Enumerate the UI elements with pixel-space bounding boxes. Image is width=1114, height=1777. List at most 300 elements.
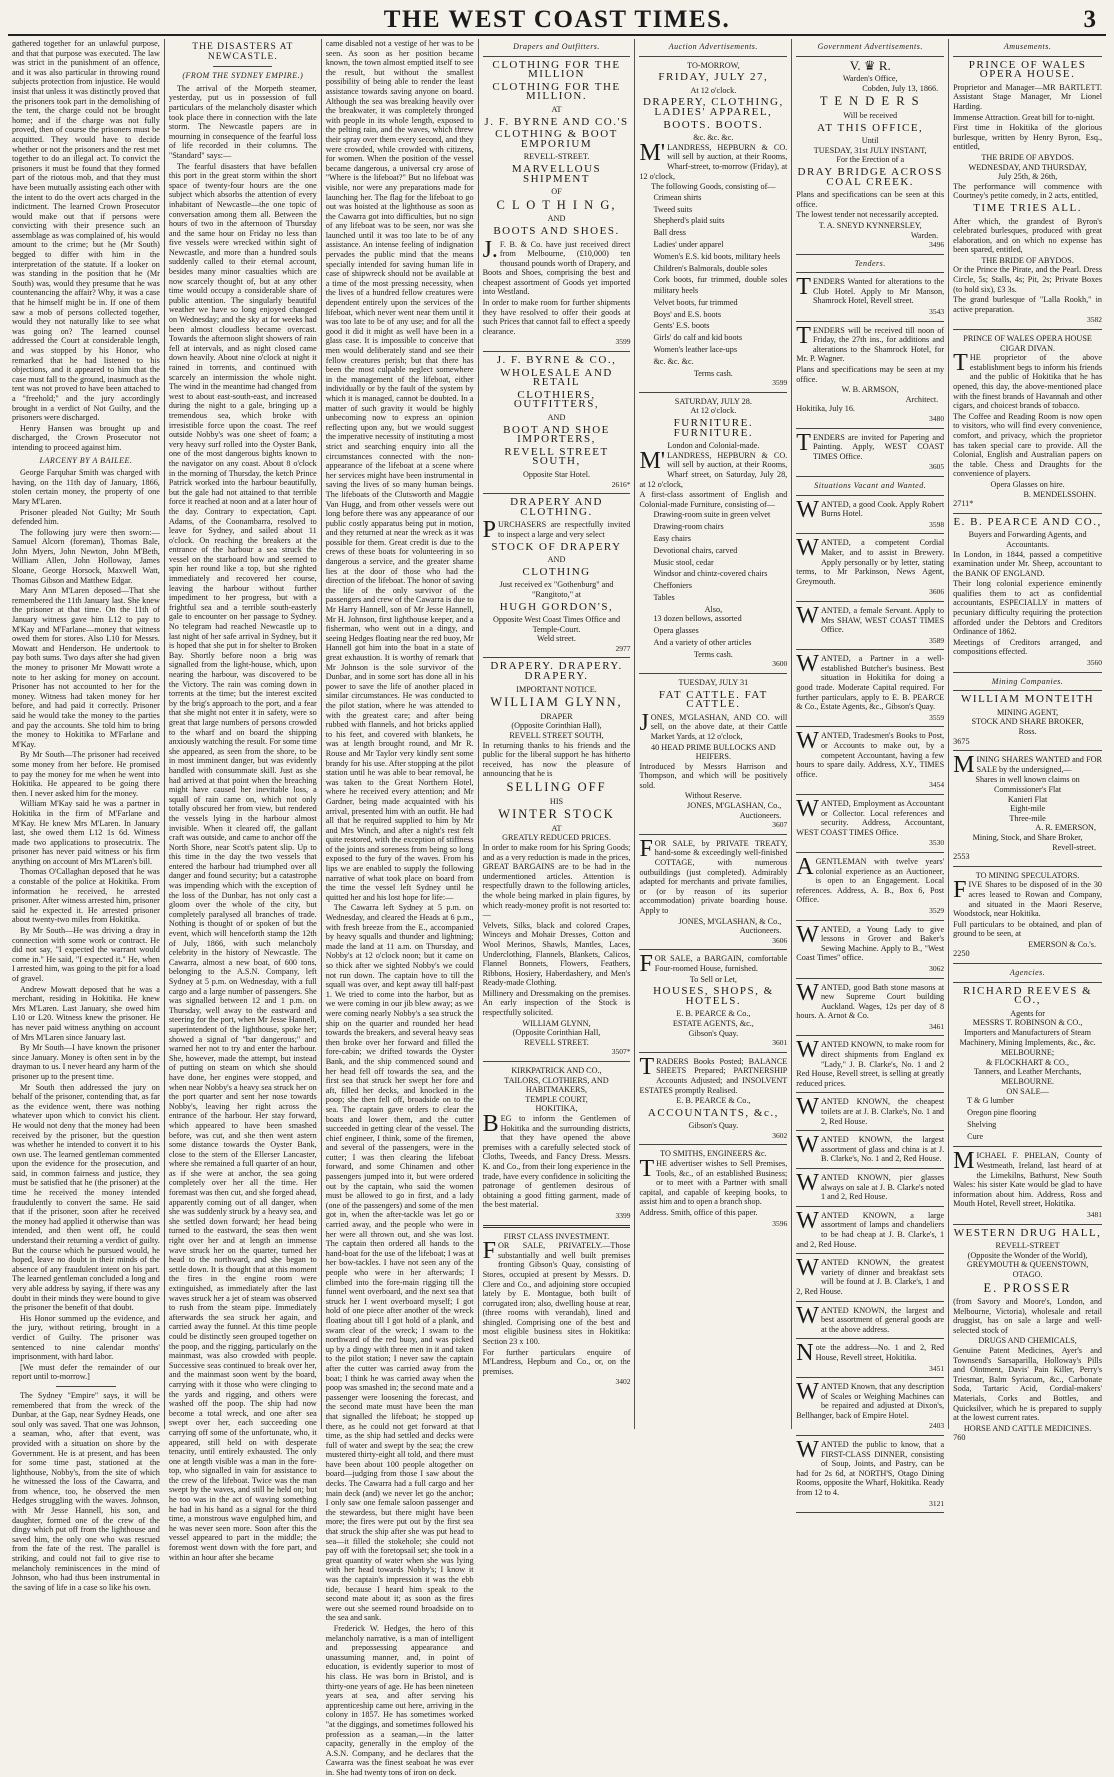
- ad-body: TENDERS Wanted for alterations to the Club Hotel. Apply to Mr Manson, Shamrock Hotel, Revell street.: [796, 274, 945, 306]
- ad-body: JONES, M'GLASHAN, AND CO. will sell, on the above date, at their Cattle Market Yards, at 12 o'clock,: [639, 709, 788, 741]
- ad-line: SELLING OFF: [506, 780, 607, 794]
- ad-number: 3530: [929, 838, 945, 848]
- ad-number: 3560: [1087, 658, 1103, 668]
- article-paragraph: Henry Hansen was brought up and discharged, the Crown Prosecutor not intending to proceed against him.: [12, 423, 160, 452]
- ad-number: 3559: [929, 712, 945, 722]
- divider: [796, 476, 944, 477]
- wanted-ad: WANTED, a Young Lady to give lessons in Grover and Baker's Sewing Machine. Apply to B., "West Coast Times" office.: [796, 921, 945, 963]
- article-paragraph: Andrew Mowatt deposed that he was a merchant, residing in Hokitika. He knew Mrs M'Laren. Last January, she owed him L10 or L20. Witness knew the prisoner. He has never paid witness anything on account of Mrs M'Laren since January last.: [12, 984, 160, 1042]
- ad-signature: Auctioneers.: [739, 810, 782, 820]
- article-paragraph: The following jury were then sworn:—Samuel Alcorn (foreman), Thomas Bale, John Myers, John Newton, John M'Beth, William Allen, John Holloway, James Sloane, George Horsock, Maxwell Watt, Thomas Gibson and Matthew Edgar.: [12, 527, 160, 585]
- ad-line: REVELL STREET.: [524, 1037, 589, 1047]
- ad-number: 3399: [615, 1210, 631, 1220]
- ad-line: REVELL-STREET: [995, 1241, 1060, 1251]
- list-item: Easy chairs: [653, 533, 691, 543]
- ad-line: C L O T H I N G,: [496, 197, 617, 212]
- goods-list: [953, 1096, 1102, 1142]
- ad-number: 760: [953, 1433, 966, 1443]
- column-4: [479, 39, 636, 1429]
- wanted-ad: WANTED KNOWN, the largest and best assortment of general goods are at the above address.: [796, 1302, 945, 1334]
- divider: [796, 1301, 944, 1302]
- ad-line: DRAPER: [540, 711, 573, 721]
- ad-line: BOOTS AND SHOES.: [493, 224, 620, 237]
- ad-body: J.F. B. & Co. have just received direct from Melbourne, (£10,000) ten thousand pounds worth of Drapery, and Boots and Shoes, comprising the best and cheapest assortment of Goods yet imported into Westland.: [482, 236, 631, 297]
- ad-body: In order to make room for his Spring Goods; and as a very reduction is made in the prices, GREAT BARGAINS are to be had in the undermentioned articles. Attention is respectfully drawn to the following articles, the whole being marked in plain figures, by which ready-money profit is not resorted to:—: [482, 842, 631, 920]
- section-heading: Mining Companies.: [991, 676, 1064, 686]
- divider: [796, 495, 944, 496]
- divider: [483, 1061, 631, 1062]
- newspaper-title: THE WEST COAST TIMES.: [383, 6, 731, 33]
- ad-number: 3461: [929, 1021, 945, 1031]
- ad-line: TO-MORROW,: [687, 60, 740, 70]
- ad-line: CLOTHIERS, OUTFITTERS,: [513, 388, 600, 411]
- ad-line: AT: [551, 823, 562, 833]
- list-item: Women's E.S. kid boots, military heels: [653, 251, 781, 261]
- list-item: Drawing-room chairs: [653, 522, 724, 532]
- ad-signature: T. A. SNEYD KYNNERSLEY,: [818, 220, 922, 230]
- ad-line: DRAPERY, CLOTHING, LADIES' APPAREL,: [642, 96, 784, 118]
- divider: [796, 1377, 944, 1378]
- royal-crest: [796, 57, 944, 73]
- ad-line: (Opposite the Wonder of the World),: [967, 1250, 1088, 1260]
- divider: [796, 1512, 944, 1513]
- ad-line: AT THIS OFFICE,: [817, 121, 924, 134]
- list-item: T & G lumber: [967, 1096, 1014, 1106]
- ad-number: 3602: [772, 1130, 788, 1140]
- ad-number: 3481: [1087, 1209, 1103, 1219]
- wanted-ad: WANTED, Tradesmen's Books to Post, or Accounts to make out, by a competent Accountant, having a few hours to spare daily. Address, X.Y., TIMES office.: [796, 728, 945, 779]
- ad-line: STOCK OF DRAPERY: [491, 540, 622, 553]
- ad-signature: EMERSON & Co.'s.: [1028, 939, 1097, 949]
- divider: [796, 978, 944, 979]
- divider: [56, 1386, 115, 1387]
- divider: [953, 56, 1102, 57]
- ad-line: Opera Glasses on hire.: [990, 479, 1065, 489]
- ad-body: Millinery and Dressmaking on the premises. An early inspection of the Stock is respectfully solicited.: [482, 988, 631, 1018]
- ad-body: (from Savory and Moore's, London, and Melbourne, Victoria), wholesale and retail druggist, has on sale a large and well-selected stock of: [953, 1297, 1103, 1335]
- column-3: [322, 39, 479, 1777]
- divider: [639, 949, 787, 950]
- list-item: Gents' E.S. boots: [653, 321, 710, 331]
- ad-body: TENDERS are invited for Papering and Painting. Apply, WEST COAST TIMES Office.: [796, 429, 945, 461]
- ad-body: The performance will commence with Courtney's petite comedy, in 2 acts, entitled,: [953, 181, 1103, 201]
- ad-number: 3606: [772, 935, 788, 945]
- divider: [483, 56, 631, 57]
- ad-line: At 12 o'clock.: [690, 85, 737, 95]
- ad-line: BOOT AND SHOE IMPORTERS,: [503, 423, 610, 446]
- ad-body: Their long colonial experience eminently qualifies them to act as confidential accountants, ESPECIALLY in matters of pecuniary difficulty requiring the protection afforded under the Debtors and Creditors Ordinance of 1862.: [953, 579, 1103, 637]
- ad-signature: W. B. ARMSON,: [841, 385, 899, 395]
- ad-signature: JONES, M'GLASHAN, Co.,: [687, 801, 782, 811]
- divider: [796, 56, 944, 57]
- ad-line: ON SALE—: [1006, 1086, 1049, 1096]
- ad-line: TUESDAY, 31st JULY INSTANT,: [813, 145, 927, 155]
- ad-line: AT: [551, 104, 562, 114]
- ad-line: Terms cash.: [693, 368, 733, 378]
- divider: [796, 601, 944, 602]
- ad-body: FIVE Shares to be disposed of in the 30 acres leased to Rowan and Company, and situated in the Maori Reserve, Woodstock, near Hokitika.: [953, 877, 1103, 919]
- divider: [953, 750, 1102, 751]
- ad-line: WESTERN DRUG HALL,: [953, 1226, 1102, 1239]
- ad-number: 2403: [929, 1421, 945, 1431]
- list-item: Cure: [967, 1131, 984, 1141]
- ad-body: FOR SALE, by PRIVATE TREATY, hand-some & exceedingly well-finished COTTAGE, with numerous outbuildings (just completed). Admirably adapted for merchants and private families, or (or by reason of its superior accommodation) private boarding house. Apply to: [639, 835, 788, 915]
- ad-line: TO SMITHS, ENGINEERS &c.: [660, 1149, 767, 1159]
- divider: [953, 1146, 1102, 1147]
- ad-line: To Sell or Let,: [689, 974, 737, 984]
- ad-number: 3496: [929, 240, 945, 250]
- section-heading: Amusements.: [1003, 42, 1052, 51]
- article-paragraph: The Sydney "Empire" says, it will be remembered that from the wreck of the Dunbar, at the Gap, near Sydney Heads, one soul only was saved. That one was Johnson, a seaman, who, after that event, was provided with a situation on shore by the Government. He is at present, and has been for some time past, stationed at the lighthouse, Nobby's, from the site of which he witnessed the loss of the Cawarra, and from whence, too, he observed the men Hedges struggling with the waves. Johnson, with Mr Jesse Hannell, his son, and daughter, formed one of the crew of the dingy which put off from the lighthouse and saved him, the only one who was rescued from the fate of the rest. The parallel is striking, and could not fail to give rise to melancholy reminiscences in the mind of Johnson, who had thus been instrumental in the saving of life in a case so like his own.: [12, 1390, 160, 1592]
- section-heading: Tenders.: [854, 258, 886, 268]
- ad-body: The grand burlesque of "Lalla Rookh," in active preparation.: [953, 295, 1103, 314]
- column-7: [949, 39, 1106, 1443]
- article-paragraph: The fearful disasters that have befallen this port in the great storm within the short space of twenty-four hours are the one subject which absorbs the attention of every inhabitant of Newcastle—the one topic of conversation among them all. Between the hours of two in the afternoon of Thursday and the same hour on Friday no less than five vessels were wrecked within sight of Newcastle, and more than a hundred souls suddenly called to their eternal account, besides many minor casualties which are now scarcely thought of, but at any other time would occupy a considerable share of public attention. The singularly beautiful weather we have so long enjoyed changed on Wednesday; and the sky at for weeks had been almost cloudless became overcast. Towards the afternoon slight showers of rain fell at intervals, and as night closed came down heavily. About nine o'clock at night it rained in torrents, and continued with scarcely an intermission the whole night. The wind in the meantime had changed from west to about east-south-east, and increased during the night to a gale, bringing up a tremendous sea, which broke with irresistible force upon the coast. The reef outside Nobby's was one sheet of foam; a very heavy surf rolled into the Oyster Bank, one of the most dangerous bights known to the navigator on any coast. About 8 o'clock in the morning of Thursday, the ketch Prince Patrick worked into the harbour beautifully, but the gale had not attained to that terrible force it reached at noon and at a later hour of the day. Contrary to expectation, Capt. Adams, of the Coonambarra, resolved to leave for Sydney, and sailed about 11 o'clock. On reaching the breakers at the entrance of the harbour a sea struck the vessel on the starboard bow and seemed to spin her round like a top, but she righted immediately and recovered her course, leaving the harbour without further impediment to her progress, but with a frightful sea and a terrible south-easterly gale to encounter on her passage to Sydney. No telegram had reached Newcastle up to last night of her safe arrival in Sydney, but it is hoped that she put in for shelter to Broken Bay. Shortly before noon a brig was signalled from the light-house, which, upon nearing the harbour, was discovered to be the Victory. The rain was coming down in torrents at the time; but the interest excited by the brig's approach to the port, and a fear that she might not enter it in safety, were so great that large numbers of persons crowded to the wharf and on board the shipping anxiously watching the result. For some time she appeared, as seen from the shore, to be in most imminent danger, but was evidently handled with consummate skill. Just as she had arrived at that point when the breaching might have caused her inevitable loss, a squall of rain came on, which not only totally obscured her from view, but rendered the vessels lying in the harbour almost invisible. When it cleared off, the gallant craft was outside, and came to anchor off the North Shore, near Scott's patent slip. Up to this time in the day the two vessels that entered the harbour had triumphed over all danger and found security; but a catastrophe was impending which with the exception of the loss of the Dunbar, has not only cast a gloom over the whole of the city, but completely paralysed all branches of trade. Nothing is thought of or spoken of but the event, which will henceforth stamp the 12th of July, 1866, with such melancholy celebrity in the history of Newcastle. The Cawarra, almost a new boat, of 600 tons, belonging to the A.S.N. Company, left Sydney at 5 p.m. on Wednesday, with a full cargo and a large number of passengers. She was signalled between 12 and 1 p.m. on Thursday, well away to the eastward and steering for the port, when Mr Jesse Hannell, superintendent of the lighthouse, spoke her; showed a signal of "bar dangerous;" and warned her not to try and enter the harbour. She, however, made the attempt, but instead of putting on steam on which she should have done, her engines were stopped, and when near Nobby's a heavy sea struck her on the port quarter and sent her nose towards Nobby's, leaving her right across the entrance of the harbour. Her stay forward, which appeared to have been smashed before, was cut, and she then went astern some distance towards the Oyster Bank, close to the stern of the Ellerser Lancaster, where she remained a full quarter of an hour, as if she were at anchor, the sea going completely over her all the time. Her foremast was then cut, and she forged ahead, apparently coming out of all danger, when she was suddenly struck by a heavy sea, and she settled down forward; her head being turned to the eastward, the seas then went right over her and at length an immense wave struck her on the quarter, turned her head to the northward, and she began to settle down. It is thought that at this moment the fires in the engine room were extinguished, as immediately after the last waves struck her a jet of steam was observed to rush from the steam pipe. Immediately afterwards the sea struck her again, and carried away the funnel. At this time people could be distinctly seen grouped together on the poop, and the rigging, particularly on the mainmast, was also crowded with people. Successive seas continued to break over her, and the mainmast soon went by the board, carrying with it those who were clinging to the yards and rigging, and others were washed off the poop. The ship had now become a total wreck, and one after sea swept over her, each succeeding one carrying off some of the unfortunate, who, it appeared, still held on with desperate tenacity, until entirely exhausted. The only one at length visible was a man in the fore-top, who signalled in vain for assistance to the crew of the lifeboat. Twice was the man swept by the waves, and still he held on; but he too was in the act of waving something he had in his hand as a signal for the third time, a monstrous wave engulphed him, and he was never seen more. Soon after this the vessel appeared to part in the middle; the foremost went down with the fore part, and within an hour after she became: [168, 161, 317, 1562]
- divider: [953, 963, 1102, 964]
- divider: [639, 673, 787, 674]
- ad-body: For further particulars enquire of M'Landress, Hepburn and Co., or, on the premises.: [482, 1347, 631, 1376]
- article-heading: THE DISASTERS AT NEWCASTLE.: [192, 42, 294, 62]
- wanted-ad: WANTED KNOWN, to make room for direct shipments from England ex "Lady," J. B. Clarke's, No. 1 and 2 Red House, Revell street, is selling at greatly reduced prices.: [796, 1037, 945, 1088]
- list-item: Velvet boots, fur trimmed: [653, 297, 738, 307]
- list-item: Opera glasses: [653, 626, 699, 636]
- ad-line: Shares in well known claims on: [975, 775, 1080, 785]
- ad-number: 3605: [929, 462, 945, 472]
- divider: [796, 254, 944, 255]
- ad-body: M'LANDRESS, HEPBURN & CO. will sell by auction, at their Rooms, Wharf-street, to-morrow (Friday), at 12 o'clock,: [639, 139, 788, 181]
- divider: [796, 1168, 944, 1169]
- divider: [796, 852, 944, 853]
- ad-body: Genuine Patent Medicines, Ayer's and Townsend's Sarsaparilla, Holloway's Pills and Ointment, Davis' Pain Killer, Perry's Triesmar, Balm Syriacum, &c., Carbonate Soda, Tartaric Acid, Cordial-makers' Materials, Corks and Bottles, and Quicksilver, which he is prepared to supply at the lowest current rates.: [953, 1346, 1103, 1423]
- ad-number: 2711*: [953, 499, 974, 509]
- divider: [796, 920, 944, 921]
- ad-body: After which, the grandest of Byron's celebrated burlesques, produced with great elaboration, and on which no expense has been spared, entitled,: [953, 216, 1103, 255]
- ad-body: Address. Smith, office of this paper.: [639, 1208, 758, 1218]
- divider: [796, 533, 944, 534]
- ad-line: J. F. BYRNE & CO.,: [496, 354, 617, 367]
- section-heading: Drapers and Outfitters.: [513, 42, 600, 51]
- ad-body: A first-class assortment of English and Colonial-made Furniture, consisting of—: [639, 490, 788, 509]
- ad-number: 2977: [615, 643, 631, 653]
- divider: [953, 672, 1102, 673]
- article-paragraph: George Farquhar Smith was charged with having, on the 11th day of January, 1866, stolen certain money, the property of one Mary M'Laren.: [12, 468, 160, 506]
- article-paragraph: The arrival of the Morpeth steamer, yesterday, put us in possession of full particulars of the melancholy disaster which took place there in connection with the late storm. The Newcastle papers are in mourning in consequence of the fearful loss of life recorded in their columns. The "Standard" says:—: [168, 83, 317, 160]
- ad-line: WEDNESDAY, AND THURSDAY,: [968, 162, 1087, 172]
- list-item: And a variety of other articles: [653, 637, 752, 647]
- divider: [639, 834, 787, 835]
- divider: [953, 866, 1102, 867]
- wanted-ad: WANTED, a Partner in a well-established Butcher's business. Best situation in Hokitika for doing a good trade. Moderate Capital required. For further particulars, apply to E. B. PEARCE & Co., Estate Agents, &c., Gibson's Quay.: [796, 651, 945, 712]
- divider: [796, 1206, 944, 1207]
- ad-line: FAT CATTLE. FAT CATTLE.: [658, 688, 768, 711]
- ad-line: Cobden, July 13, 1866.: [862, 83, 939, 93]
- ad-line: THE BRIDE OF ABYDOS.: [981, 255, 1074, 265]
- list-item: Children's Balmorals, double soles: [653, 263, 768, 273]
- ad-line: WILLIAM MONTEITH: [961, 693, 1095, 706]
- ad-line: Buyers and Forwarding Agents, and Accountants.: [968, 530, 1087, 549]
- ad-number: 2553: [953, 852, 970, 862]
- ad-signature: Warden.: [910, 230, 939, 240]
- ad-number: 3402: [615, 1377, 631, 1387]
- section-heading: Situations Vacant and Wanted.: [814, 480, 927, 490]
- ad-signature: Mining, Stock, and Share Broker,: [972, 832, 1083, 842]
- ad-body: Velvets, Silks, black and colored Crapes, Winceys and Mohair Dresses, Cotton and Wool Merinos, Shawls, Mantles, Laces, Underclothing, Flannels, Blankets, Calicos, Flannel Bonnets, Flowers, Feathers, Ribbons, Hosiery, Haberdashery, and Men's Ready-made Clothing.: [482, 920, 631, 988]
- list-item: Ball dress: [653, 228, 686, 238]
- list-item: Tweed suits: [653, 204, 693, 214]
- ad-line: Tanners, and Leather Merchants, MELBOURNE.: [973, 1067, 1082, 1086]
- ad-signature: Revell-street.: [1052, 842, 1097, 852]
- ad-line: GREYMOUTH & QUEENSTOWN,: [966, 1260, 1089, 1270]
- ad-body: THE advertiser wishes to Sell Premises, Tools, &c., of an established Business; or to meet with a Partner with small capital, and capable of keeping books, to assist him and to open a branch shop.: [639, 1156, 788, 1207]
- divider: [796, 1435, 944, 1436]
- ad-line: DRAPERY. DRAPERY. DRAPERY.: [490, 660, 623, 683]
- ad-line: HOKITIKA,: [535, 1104, 578, 1114]
- ad-body: MINING SHARES WANTED and FOR SALE by the undersigned,—: [953, 752, 1103, 779]
- ad-line: Just received ex "Gothenburg" and "Rangitoto," at: [499, 580, 614, 599]
- ad-line: T E N D E R S: [819, 94, 921, 109]
- ad-line: GREATLY REDUCED PRICES.: [502, 833, 611, 843]
- section-heading: Agencies.: [1009, 968, 1046, 978]
- ad-line: OTAGO.: [1012, 1269, 1043, 1279]
- column-5: [635, 39, 792, 1429]
- wanted-ad: WANTED, a competent Cordial Maker, and to assist in Brewery. Apply personally or by letter, stating terms, to Mr Parkinson, News Agent, Greymouth.: [796, 535, 945, 586]
- ad-line: 40 HEAD PRIME BULLOCKS AND HEIFERS.: [651, 742, 776, 762]
- ad-line: Opposite West Coast Times Office and Temple-Court.: [492, 615, 621, 634]
- ad-line: WHOLESALE AND RETAIL: [500, 366, 613, 389]
- wanted-ad: WANTED KNOWN, the greatest variety of dinner and breakfast sets will be found at J. B. Clarke's, 1 and 2, Red House.: [796, 1255, 945, 1296]
- ad-line: REVELL-STREET.: [523, 152, 590, 162]
- article-source: (FROM THE SYDNEY EMPIRE.): [182, 71, 304, 81]
- divider: [796, 726, 944, 727]
- ad-line: Agents for: [1010, 1008, 1045, 1018]
- ad-line: WILLIAM GLYNN,: [490, 695, 623, 710]
- ad-line: SATURDAY, JULY 28.: [674, 396, 752, 406]
- ad-line: FURNITURE. FURNITURE.: [673, 417, 754, 439]
- article-paragraph: came disabled not a vestige of her was to be seen. As soon as her position became known, the town almost emptied itself to see the result, but without the smallest possibility of being able to render the least assistance towards saving anyone on board. Although the sea was breaking heavily over the breakwater, it was completely thronged with people in its whole length, exposed to the pelting rain, and the waves, which threw their spray over them every second, and they were crowded, while crowded with citizens, for women. When the position of the vessel became dangerous, a universal cry arose of "Where is the lifeboat?" But no lifeboat was visible, nor were any preparations made for launching her. The flag for the lifeboat to go out was hoisted at the lighthouse as soon as the Cawarra got into difficulties, but no sign of any lifeboat was to be seen, nor was she launched until it was too late to be of any assistance. An intense feeling of indignation pervades the public mind that the means specially intended for saving human life in case of shipwreck should not be available at a time of the most pressing necessity, when the lives of a hundred fellow creatures were dependent entirely upon the services of the lifeboat, which never went near them until it was too late to be of any use; and for all the good it did it might as well have been in a glass case. It is impossible to conceive that men would deliberately stand and see their fellow creatures perish; but that there has been the most culpable neglect somewhere in the management of the lifeboat, either individually or by the fault of the system by which it is managed, cannot be doubted. In a matter of such gravity it would be highly unbecoming now to express an opinion reflecting upon any, but we would suggest the imperative necessity of instituting a most strict and searching enquiry into all the circumstances connected with the non-appearance of the lifeboat at a scene where her services might have been instrumental in saving the lives of so many human beings. The lifeboats of the Clutsworth and Maggie Van Hugg, and from other vessels were out long before there was any appearance of our public costly apparatus being put in motion, and they returned at near the wreck as it was possible for them. Great credit is due to the crews of these boats for volunteering in so dangerous a service, and the greater shame lies at the door of those who had the direction of the lifeboat. The honor of saving the life of the only survivor of the passengers and crew of the Cawarra is due to Mr Harry Hannell, son of Mr Jesse Hannell, Mr H. Johnson, first lighthouse keeper, and a fisherman, who went out in a dingy, and seeing Hedges floating near the red buoy, Mr Hannell got him into the boat in a state of great exhaustion. It is worthy of remark that Mr Johnson is the sole survivor of the Dunbar, and in some sort has done all in his power to save the life of another placed in similar circumstances. He was conducted to the pilot station, where he was attended to with the greatest care; and after being rubbed with flannels, and hot bricks applied to his feet, and covered with blankets, he was at length brought round, and Mr R. Rouse and Mr Taylor very kindly sent some brandy for his use. After stopping at the pilot station until he was able to bear removal, he was taken to the Great Northern Hotel, where he received every attention; and Mr Gardner, being made acquainted with his arrival, presented him with an outfit. He had all that he required supplied to him by Mr and Mrs Winch, and after a night's rest felt quite restored, with the exception of stiffness of the joints and soreness from being so long exposed to the fury of the waves. From his lips we are enabled to supply the following narrative of what took place on board from the time the vessel left Sydney until he quitted her and his lost hope for life:—: [325, 39, 474, 902]
- list-item: 13 dozen bellows, assorted: [653, 614, 742, 624]
- column-6: [792, 39, 949, 1508]
- ad-number: 3607: [772, 820, 788, 830]
- wanted-ad: WANTED Known, that any description of Scales or Weighing Machines can be repaired and adjusted at Dixon's, Bellhanger, back of Empire Hotel.: [796, 1379, 945, 1420]
- ad-body: M'LANDRESS, HEPBURN & CO. will sell by auction, at their Rooms, Wharf street, on Saturday, July 28, at 12 o'clock,: [639, 447, 788, 489]
- ad-number: 3451: [929, 1363, 945, 1373]
- ad-line: Warden's Office,: [842, 74, 898, 84]
- article-paragraph: By Mr South—I have known the prisoner since January. Money is often sent in by the drayman to us. I never heard any harm of the prisoner up to the present time.: [12, 1043, 160, 1081]
- divider: [639, 1052, 787, 1053]
- ad-line: CLOTHING: [522, 565, 591, 578]
- ad-line: July 25th, & 26th,: [997, 172, 1058, 182]
- ad-body: Plans and specifications may be seen at my office.: [796, 365, 945, 384]
- ad-line: Gibson's Quay.: [688, 1121, 739, 1131]
- ad-signature: JONES, M'GLASHAN, & Co.,: [678, 916, 782, 926]
- list-item: Ladies' under apparel: [653, 239, 724, 249]
- goods-list: [639, 193, 787, 368]
- list-item: Crimean shirts: [653, 192, 702, 202]
- article-paragraph: The Cawarra left Sydney at 5 p.m. on Wednesday, and cleared the Heads at 6 p.m., with fresh breeze from the E., accompanied by heavy squalls and thunder and lightning; made the land at 11 a.m. on Thursday, and Nobby's at 12 o'clock noon; but it came on so thick after we sighted Nobby's we could not run down. The captain hove to till the squall was over, and kept away till half-past 1. We tried to come into the harbor, but as we were coming in our jib blew away; as we were coming nearly Nobby's a sea struck the ship on the quarter and rounded her head towards the breakers, and several heavy seas then broke over her forward and filled the fore-cabin; we drifted towards the Oyster Bank, and the ship commenced sound and her head fell off towards the sea, and the first sea that struck her swept her fore and aft, filled her decks, and knocked in the poop; she then fell off, broadside on to the sea. The captain gave orders to clear the boats and lower them, and the cutter succeeded in getting clear of the vessel. The chief engineer, I think, some of the firemen, and several of the passengers, were in the cutter; I was then clearing the lifeboat forward, and some Chinamen and other passengers jumped into it, but were ordered out by the captain, who said the women must be allowed to go in first, and a lady (one of the passengers) and some of the men got in, when the after-tackle was let go or carried away, and the people who were in her were all thrown out, and she was lost. The captain then ordered all hands to the hand-boat for the use of the lifeboat; I was at her bow-tackles. I have not seen any of the people who were in her afterwards; I climbed into the fore-main rigging till the funnel went overboard, and the next sea that struck her I went overboard myself; I got hold of one piece after another of the wreck floating about till I got hold of a plank, and swam clear of the wreck; I swam to the northward of the red buoy, and was picked up by a dingy with three men in it and taken to the pilot station; I never saw the captain after the cutter was carried away from the boat; I think he was carried away when the poop was smashed in; the second mate and a passenger were loosening the forecast, and the second mate must have been the man that signalled the lifeboat; he stopped up there, as he could not get forward at that time, as the ship had settled and decks were full of water and swept by the sea; the crew mustered thirty-eight all told, and there must have been about 100 people altogether on board—judging from those I saw about the decks. The Cawarra had a full cargo and her main deck (and) we never let go the anchor; I only saw one female saloon passenger and the stewardess, but there might have been more; the fires were put out by the first sea that struck the ship after she was put head to sea—it filled the stokehole; she could not pay off with the foretopsail set; she took in a great quantity of water when she was lying with her head towards Nobby's; I know it was the captain's impression it was the ebb tide, because I heard him speak to the second mate about it; as soon as the fires were out she seemed round broadside on to the sea and sank.: [325, 903, 474, 1623]
- section-heading: Government Advertisements.: [817, 42, 923, 51]
- ad-number: 3601: [772, 1038, 788, 1048]
- divider: [796, 1035, 944, 1036]
- ad-body: The Coffee and Reading Room is now open to visitors, who will find every convenience, comfort, and privacy, which the proprietor has taken special care to provide. All the Colonial, English and Australian papers on the table. Chess and Draughts for the convenience of players.: [953, 411, 1103, 479]
- ad-line: KIRKPATRICK AND CO.,: [511, 1066, 602, 1076]
- ad-line: & FLOCKHART & CO.,: [986, 1057, 1069, 1067]
- ad-line: TIME TRIES ALL.: [973, 201, 1082, 214]
- ad-number: 2616*: [611, 479, 631, 489]
- ad-line: CLOTHING & BOOT EMPORIUM: [495, 128, 618, 150]
- ad-line: REVELL STREET SOUTH,: [504, 445, 609, 468]
- ad-line: WILLIAM GLYNN,: [522, 1018, 591, 1028]
- wanted-ad: Note the address—No. 1 and 2, Red House, Revell street, Hokitika.: [796, 1340, 945, 1367]
- ad-body: TRADERS Books Posted; BALANCE SHEETS Prepared; PARTNERSHIP Accounts Adjusted; and INSOLVENT ESTATES promptly Realised.: [639, 1053, 788, 1095]
- ad-line: Ross.: [1018, 727, 1037, 736]
- ad-line: HOUSES, SHOPS, & HOTELS.: [653, 985, 774, 1007]
- ad-number: 3454: [929, 780, 945, 790]
- list-item: &c. &c. &c.: [653, 356, 694, 366]
- divider: [953, 1224, 1102, 1225]
- ad-number: 3529: [929, 905, 945, 915]
- column-2: [165, 39, 322, 1562]
- ad-line: TAILORS, CLOTHIERS, AND HABITMAKERS,: [504, 1075, 609, 1095]
- list-item: Cork boots, fur trimmed, double soles military heels: [653, 275, 788, 296]
- list-item: Kanieri Flat: [1007, 794, 1048, 804]
- divider: [483, 493, 631, 494]
- divider: [796, 1338, 944, 1339]
- ad-line: PRINCE OF WALES OPERA HOUSE.: [968, 58, 1087, 81]
- wanted-ad: WANTED, a good Cook. Apply Robert Burns Hotel.: [796, 496, 945, 523]
- divider: [483, 657, 631, 658]
- ad-line: E. B. PEARCE & Co.,: [676, 1096, 751, 1106]
- ad-body: Proprietor and Manager—MR BARTLETT. Assistant Stage Manager, Mr Lionel Harding.: [953, 82, 1103, 111]
- divider: [953, 329, 1102, 330]
- ad-number: 3675: [953, 736, 970, 746]
- ad-line: Terms cash.: [693, 649, 733, 659]
- ad-body: The lowest tender not necessarily accepted.: [796, 210, 939, 220]
- ad-number: 3606: [929, 587, 945, 597]
- ad-line: DRUGS AND CHEMICALS,: [978, 1336, 1077, 1346]
- ad-body: Or the Prince the Pirate, and the Pearl. Dress Circle, 5s; Stalls, 4s; Pit, 2s; Private Boxes (to hold six), £3 3s.: [953, 265, 1103, 294]
- crest-letter: R.: [878, 57, 891, 73]
- list-item: Devotional chairs, carved: [653, 545, 738, 555]
- list-item: Drawing-room suite in green velvet: [653, 510, 771, 520]
- divider: [639, 56, 787, 57]
- ad-number: 3600: [772, 659, 788, 669]
- goods-list: [639, 614, 787, 648]
- wanted-ad: WANTED KNOWN, the cheapest toilets are at J. B. Clarke's, No. 1 and 2, Red House.: [796, 1094, 945, 1126]
- divider: [639, 1144, 787, 1145]
- divider: [796, 321, 944, 322]
- ad-line: TEMPLE COURT,: [525, 1094, 588, 1104]
- ad-line: CLOTHING FOR THE MILLION: [492, 58, 621, 81]
- ad-body: In order to make room for further shipments they have resolved to offer their goods at such Prices that cannot fail to effect a speedy clearance.: [482, 298, 631, 336]
- page-number: 3: [1083, 6, 1096, 33]
- ad-number: 3480: [929, 414, 945, 423]
- ad-line: ESTATE AGENTS, &c.,: [672, 1018, 754, 1028]
- wanted-list: [796, 496, 945, 1514]
- ad-body: MICHAEL F. PHELAN, County of Westmeath, Ireland, last heard of at the Limekilns, Bathurst, New South Wales: his sister Kate would be glad to have information about him. Address, Ross and Mouth Hotel, Revell street, Hokitika.: [953, 1148, 1103, 1209]
- ad-line: OF: [551, 187, 562, 197]
- ad-body: The following Goods, consisting of—: [651, 182, 776, 192]
- ad-line: PRINCE OF WALES OPERA HOUSE CIGAR DIVAN.: [963, 334, 1092, 353]
- divider: [796, 1253, 944, 1254]
- article-paragraph: Mr South then addressed the jury on behalf of the prisoner, contending that, as far as the evidence went, there was nothing whatever upon which to convict his client. He would not deny that the money had been received by the prisoner, but the question was whether he intended to convert it to his own use. The learned gentleman commented upon the evidence for the prosecution, and said, in common fairness and justice, they must be satisfied that he (the prisoner) at the time he received the money intended fraudulently to convert the same. He said that if the prisoner, soon after he received the money had applied it otherwise than was intended, and then went off, he could understand their returning a verdict of guilty. But the course which he pursued would, he hoped, leave no doubt in their minds of the absence of any fraudulent intent on his part. The learned gentleman concluded a long and very able address by saying, if there was any doubt in their minds they were bound to give the prisoner the benefit of that doubt.: [12, 1082, 160, 1313]
- ad-line: AND: [547, 555, 566, 565]
- article-paragraph: Prisoner pleaded Not Guilty; Mr South defended him.: [12, 507, 160, 527]
- ad-number: 3121: [929, 1498, 945, 1508]
- ad-body: In returning thanks to his friends and the public for the liberal support he has hitherto received, has now the pleasure of announcing that he is: [482, 740, 631, 779]
- ad-line: London and Colonial-made.: [667, 441, 760, 451]
- article-paragraph: Thomas O'Callaghan deposed that he was a constable of the police at Hokitika. From information he received, he arrested prisoner. After witness arrested him, prisoner said he expected it. He arrested prisoner about twenty-two miles from Hokitika.: [12, 867, 160, 925]
- ad-line: ACCOUNTANTS, &c.,: [647, 1106, 779, 1119]
- list-item: Music stool, cedar: [653, 557, 714, 567]
- wanted-ad: WANTED, a female Servant. Apply to Mrs SHAW, WEST COAST TIMES Office.: [796, 602, 945, 635]
- divider: [796, 272, 944, 273]
- ad-line: At 12 o'clock.: [690, 406, 737, 416]
- article-paragraph: gathered together for an unlawful purpose, and that that purpose was executed. The law was strict in the punishment of an offence, and it was also particular in throwing round subjects protection from injustice. He would insist that unless it was distinctly proved that the prisoners took part in the demolishing of the tent, the charge could not be brought home; and if the charge was not fully proved, then of course the prisoners must be acquitted. They would have to decide whether or not the prisoners and the rest met together to do an illegal act. To convict the prisoners it must be found that they formed part of the riotous mob, and that they must have been mutually assisting each other with the intent to do the overt acts charged in the indictment. The learned Crown Prosecutor would make out that if persons were convicting with their presence such an assemblage as was complained of, his would amount to the crime; but he (Mr South) begged to differ with him in the interpretation of the statute. If a looker on was standing in the position that he (Mr South) was, would they presume that he was countenancing the affair? Why, it was a case that he himself might be in. If one of them saw a mob of persons collected together, would they not naturally like to see what was going on? The learned counsel addressed the Court at considerable length, and was stopped by his Honor, who remarked that he had listened to his objections, and it appeared to him that the case must fall to the ground, inasmuch as the tent was not proved to have been attached to a "freehold;" and the jury accordingly brought in a verdict of Not Guilty, and the prisoners were discharged.: [12, 39, 160, 423]
- divider: [483, 1225, 631, 1228]
- divider: [953, 513, 1102, 514]
- ad-body: Importers and Manufacturers of Steam Machinery, Mining Implements, &c., &c.: [959, 1028, 1096, 1047]
- ad-line: Weld street.: [537, 634, 576, 644]
- list-item: Cheffoniers: [653, 581, 692, 591]
- ad-line: IMPORTANT NOTICE.: [516, 684, 597, 694]
- wanted-ad: WANTED KNOWN, the largest assortment of glass and china is at J. B. Clarke's, No. 1 and 2, Red House.: [796, 1132, 945, 1164]
- divider: [796, 794, 944, 795]
- ad-line: RICHARD REEVES & CO.,: [963, 984, 1093, 1007]
- ad-body: Immense Attraction. Great bill for to-night.: [953, 112, 1095, 122]
- ad-number: 3582: [1087, 315, 1103, 325]
- ad-line: MINING AGENT,: [996, 707, 1059, 717]
- ad-line: STOCK AND SHARE BROKER,: [971, 717, 1084, 727]
- wanted-ad: AGENTLEMAN with twelve years' colonial experience as an Auctioneer, is open to an Engagement. Local references. Address, A. B., Box 6, Post Office.: [796, 853, 945, 905]
- article-paragraph: By Mr South—He was driving a dray in connection with some work or contract. He did not say, "I expected the warrant would come in." He said, "I expected it." He, when I arrested him, was going to the pit for a load of gravel.: [12, 926, 160, 983]
- ad-number: 2250: [953, 949, 970, 959]
- columns: [8, 39, 1106, 1777]
- ad-signature: A. R. EMERSON,: [1035, 823, 1097, 833]
- ad-number: 3598: [929, 519, 945, 529]
- ad-line: FRIDAY, JULY 27,: [658, 71, 769, 84]
- wanted-ad: WANTED, good Bath stone masons at new Supreme Court building Auckland. Wages, 12s per day of 8 hours. A. Arnot & Co.: [796, 979, 945, 1021]
- ad-number: 3599: [615, 337, 631, 347]
- ad-body: PURCHASERS are respectfully invited to inspect a large and very select: [482, 517, 631, 544]
- list-item: Shelving: [967, 1119, 997, 1129]
- divider: [953, 982, 1102, 983]
- divider: [483, 351, 631, 352]
- section-heading: LARCENY BY A BAILEE.: [39, 455, 133, 465]
- ad-signature: Auctioneers.: [739, 926, 782, 936]
- list-item: Boys' and E.S. boots: [653, 309, 722, 319]
- ad-body: Introduced by Messrs Harrison and Thompson, and which will be positively sold.: [639, 761, 788, 790]
- divider: [639, 392, 787, 393]
- article-paragraph: By Mr South—The prisoner had received some money from her before. He promised to pay the money for me when he went into Hokitika. He appeared to be going there then. I never asked him for the money.: [12, 750, 160, 798]
- ad-line: WINTER STOCK: [498, 807, 615, 822]
- wanted-ad: WANTED, Employment as Accountant or Collector. Local references and security. Address, Accountant, WEST COAST TIMES Office.: [796, 796, 945, 837]
- ad-line: Will be received: [843, 110, 898, 120]
- ad-number: 3062: [929, 963, 945, 973]
- wanted-ad: WANTED KNOWN, pier glasses always on sale at J. B. Clarke's noted 1 and 2, Red House.: [796, 1170, 945, 1202]
- ad-line: Gibson's Quay.: [688, 1028, 739, 1038]
- list-item: Three-mile: [1009, 813, 1046, 823]
- article-paragraph: Frederick W. Hedges, the hero of this melancholy narrative, is a man of intelligent and prepossessing appearance and unassuming manner, and, in point of education, is evidently superior to most of his class. He was born in Bristol, and is thirty-one years of age. He has been nineteen years at sea, and after serving his apprenticeship came out here, arriving in the colony in 1857. He has sometimes worked "at the diggings, and sometimes followed his profession as a seaman,—in the latter capacity, generally in the employ of the A.S.N. Company, and he declares that the Cawarra was the finest seaboat he was ever in. She had twenty tons of iron on deck.: [325, 1623, 474, 1777]
- ad-line: E. B. PEARCE AND CO.,: [953, 515, 1102, 528]
- ad-number: 3507*: [611, 1047, 631, 1057]
- ad-line: AND: [547, 413, 566, 422]
- list-item: Shepherd's plaid suits: [653, 216, 725, 226]
- column-1: [8, 39, 165, 1592]
- ad-line: TO MINING SPECULATORS.: [975, 870, 1080, 880]
- ad-line: For the Erection of a: [836, 155, 905, 165]
- crown-icon: ♛: [863, 57, 876, 73]
- ad-line: Without Reserve.: [684, 791, 742, 801]
